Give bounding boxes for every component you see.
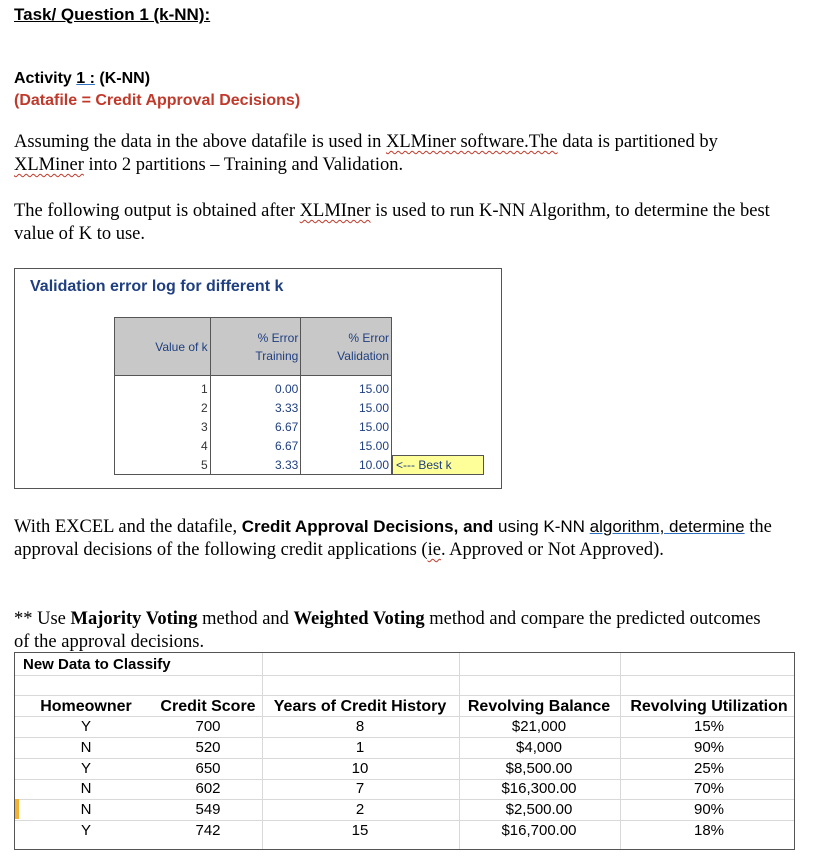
- activity-prefix: Activity: [14, 70, 77, 87]
- header-error-validation: % Error Validation: [301, 318, 392, 376]
- cell-homeowner: N: [80, 739, 92, 756]
- cell-revolving-balance: $2,500.00: [505, 801, 573, 818]
- validation-row: [115, 455, 392, 475]
- cell-years-history: 15: [351, 822, 369, 839]
- validation-header-row: [115, 318, 392, 376]
- activity-suffix: (K-NN): [94, 70, 151, 87]
- cell-revolving-utilization: 90%: [693, 739, 725, 756]
- cell-homeowner: Y: [80, 718, 91, 735]
- cell-credit-score: 520: [195, 739, 221, 756]
- validation-error: 15.00: [301, 417, 392, 436]
- para1-squiggle-1: XLMiner software.The: [385, 132, 558, 152]
- paragraph-voting: [14, 608, 774, 654]
- cell-credit-score: 700: [195, 718, 221, 735]
- validation-error: 15.00: [301, 436, 392, 455]
- validation-row: [115, 436, 392, 455]
- training-error: 3.33: [210, 455, 301, 475]
- cell-years-history: 1: [355, 739, 365, 756]
- activity-number: 1 :: [76, 70, 95, 87]
- column-header-revolving-utilization: Revolving Utilization: [630, 698, 788, 715]
- paragraph-partition: [14, 131, 774, 177]
- para3-bold-datafile: Credit Approval Decisions, and: [241, 517, 494, 536]
- cell-revolving-utilization: 70%: [693, 780, 725, 797]
- para4-text-1: ** Use: [14, 609, 71, 629]
- paragraph-output: [14, 200, 774, 246]
- cell-homeowner: Y: [80, 822, 91, 839]
- cell-revolving-balance: $8,500.00: [505, 760, 573, 777]
- para3-text-4: . Approved or Not Approved).: [440, 540, 664, 560]
- cell-years-history: 7: [355, 780, 365, 797]
- training-error: 3.33: [210, 398, 301, 417]
- task-title: Task/ Question 1 (k-NN):: [14, 5, 211, 24]
- cell-revolving-utilization: 25%: [693, 760, 725, 777]
- cell-revolving-utilization: 15%: [693, 718, 725, 735]
- header-error-training: % Error Training: [210, 318, 301, 376]
- datafile-line: (Datafile = Credit Approval Decisions): [14, 92, 301, 109]
- para4-text-2: method and: [197, 609, 294, 629]
- validation-error-panel: [14, 268, 502, 489]
- cell-credit-score: 742: [195, 822, 221, 839]
- cell-homeowner: N: [80, 780, 92, 797]
- para3-underlined: algorithm, determine: [589, 517, 745, 536]
- validation-row: [115, 417, 392, 436]
- training-error: 6.67: [210, 436, 301, 455]
- cell-years-history: 8: [355, 718, 365, 735]
- new-data-title: New Data to Classify: [23, 656, 171, 673]
- header-value-of-k: Value of k: [115, 318, 211, 376]
- para1-squiggle-2: XLMiner: [14, 155, 84, 175]
- cell-homeowner: Y: [80, 760, 91, 777]
- validation-error: 15.00: [301, 398, 392, 417]
- cell-credit-score: 549: [195, 801, 221, 818]
- para1-text-1: Assuming the data in the above datafile is used in: [14, 132, 386, 152]
- para3-squiggle: ie: [427, 540, 441, 560]
- row-selection-marker: [15, 799, 19, 819]
- cell-revolving-balance: $4,000: [516, 739, 562, 756]
- k-value: 2: [115, 398, 211, 417]
- para3-text-1: With EXCEL and the datafile,: [14, 517, 242, 537]
- para2-text-2: is used to run K-NN Algorithm, to determine the best value of K to use.: [14, 201, 770, 244]
- cell-revolving-balance: $16,700.00: [501, 822, 577, 839]
- column-header-homeowner: Homeowner: [40, 698, 132, 715]
- column-header-revolving-balance: Revolving Balance: [467, 698, 611, 715]
- cell-revolving-balance: $16,300.00: [501, 780, 577, 797]
- validation-error: 10.00: [301, 455, 392, 475]
- activity-heading: [14, 70, 150, 88]
- cell-revolving-balance: $21,000: [511, 718, 567, 735]
- paragraph-instructions: [14, 515, 774, 562]
- validation-error: 15.00: [301, 379, 392, 398]
- para2-text-1: The following output is obtained after: [14, 201, 300, 221]
- para2-squiggle-1: XLMIner: [299, 201, 371, 221]
- para1-text-3: into 2 partitions – Training and Validation.: [83, 155, 404, 175]
- para4-text-3: method and compare the predicted outcomes of the approval decisions.: [14, 609, 761, 652]
- validation-title: Validation error log for different k: [30, 278, 284, 295]
- cell-years-history: 2: [355, 801, 365, 818]
- para3-text-3: the approval decisions of the following credit applications (: [14, 517, 772, 560]
- training-error: 6.67: [210, 417, 301, 436]
- k-value: 4: [115, 436, 211, 455]
- para4-bold-weighted: Weighted Voting: [293, 609, 425, 629]
- k-value: 1: [115, 379, 211, 398]
- para3-text-2: using K-NN: [493, 517, 590, 536]
- validation-row: [115, 379, 392, 398]
- para1-text-2: data is partitioned by: [557, 132, 718, 152]
- cell-revolving-utilization: 90%: [693, 801, 725, 818]
- column-header-credit-score: Credit Score: [160, 698, 256, 715]
- cell-credit-score: 650: [195, 760, 221, 777]
- k-value: 3: [115, 417, 211, 436]
- k-value: 5: [115, 455, 211, 475]
- new-data-grid: [14, 652, 795, 850]
- training-error: 0.00: [210, 379, 301, 398]
- column-header-years-credit-history: Years of Credit History: [273, 698, 447, 715]
- best-k-label: <--- Best k: [392, 455, 484, 475]
- cell-revolving-utilization: 18%: [693, 822, 725, 839]
- para4-bold-majority: Majority Voting: [70, 609, 198, 629]
- validation-row: [115, 398, 392, 417]
- cell-homeowner: N: [80, 801, 92, 818]
- cell-years-history: 10: [351, 760, 369, 777]
- cell-credit-score: 602: [195, 780, 221, 797]
- validation-table: [114, 317, 392, 475]
